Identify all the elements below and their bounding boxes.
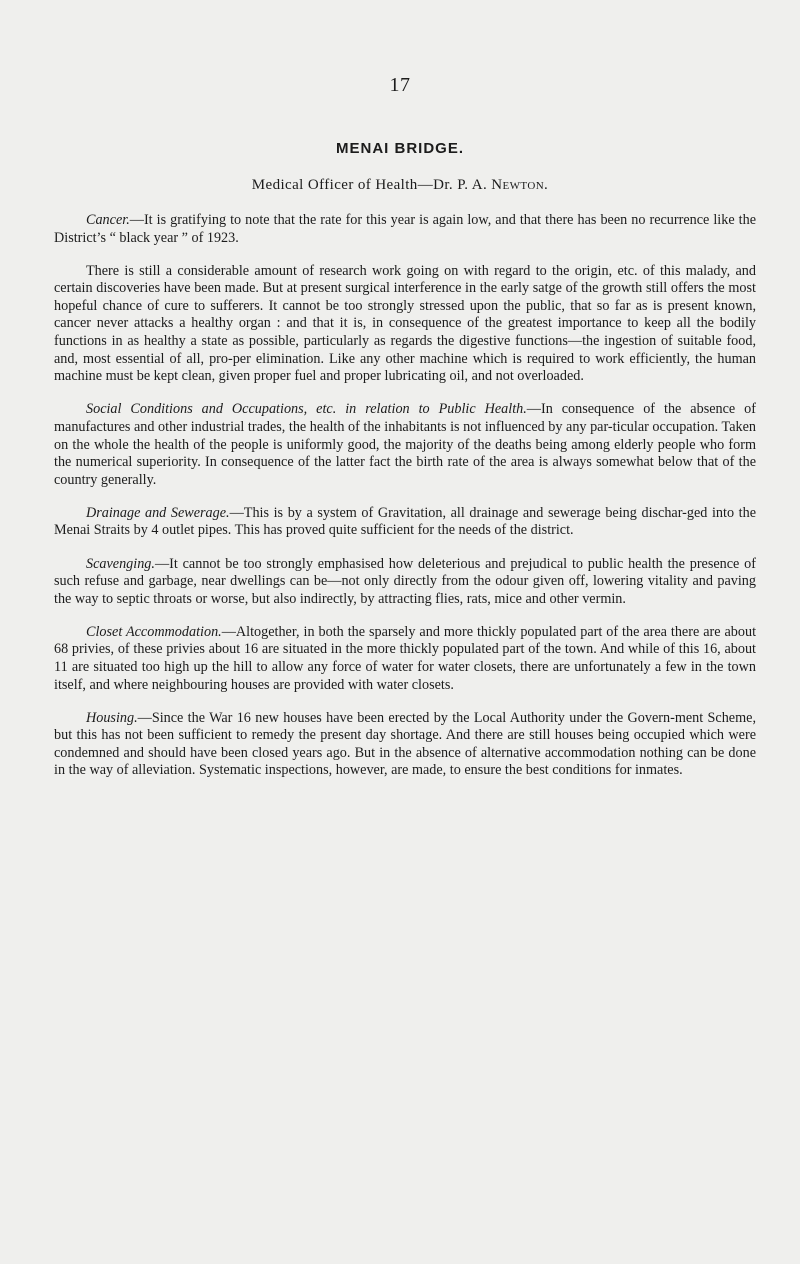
- page-number: 17: [389, 74, 411, 96]
- paragraph-heading: Social Conditions and Occupations, etc. in relation to Public Health.: [86, 401, 527, 418]
- paragraph-text: —Since the War 16 new houses have been erected by the Local Authority under the Govern-ment Scheme, but this has not been sufficient to remedy the present day shortage. And there are still houses being occupied which were condemned and should have been closed years ago. But in the absence of alternative accommodation nothing can be done in the way of alleviation. Systematic inspections, however, are made, to ensure the best conditions for inmates.: [54, 709, 756, 779]
- paragraph-heading: Cancer.: [86, 212, 130, 228]
- paragraph-text: There is still a considerable amount of research work going on with regard to the origin, etc. of this malady, and certain discoveries have been made. But at present surgical interference in the early satge of the growth still offers the most hopeful chance of cure to sufferers. It cannot be too strongly stressed upon the public, that so far as is present known, cancer never attacks a healthy organ : and that it is, in consequence of the greatest importance to keep all the bodily functions in as healthy a state as possible, particularly as regards the digestive functions—the ingestion of suitable food, and, most essential of all, pro-per elimination. Like any other machine which is required to work efficiently, the human machine must be kept clean, given proper fuel and proper lubricating oil, and not overloaded.: [54, 262, 756, 385]
- paragraph-cancer-research: [54, 263, 756, 386]
- section-title: MENAI BRIDGE.: [335, 140, 464, 157]
- paragraph-closet-accommodation: [54, 624, 756, 694]
- paragraph-text: —It cannot be too strongly emphasised how deleterious and prejudical to public health the presence of such refuse and garbage, near dwellings can be—not only directly from the odour given off, lowering vitality and paving the way to septic throats or worse, but also indirectly, by attracting flies, rats, mice and other vermin.: [54, 555, 756, 607]
- paragraph-text: —In consequence of the absence of manufactures and other industrial trades, the health of the inhabitants is not influenced by any par-ticular occupation. Taken on the whole the health of the people is uniformly good, the majority of the deaths being among elderly people who form the numerical superiority. In consequence of the latter fact the birth rate of the area is always somewhat below that of the country generally.: [54, 401, 756, 488]
- paragraph-social-conditions: [54, 401, 756, 489]
- paragraph-heading: Closet Accommodation.: [86, 623, 222, 640]
- officer-prefix: Medical Officer of Health—Dr. P. A.: [251, 177, 492, 193]
- paragraph-text: —It is gratifying to note that the rate for this year is again low, and that there has been no recurrence like the District’s “ black year ” of 1923.: [54, 212, 756, 246]
- paragraph-heading: Scavenging.: [86, 555, 155, 572]
- paragraph-text: —This is by a system of Gravitation, all drainage and sewerage being dischar-ged into the Menai Straits by 4 outlet pipes. This has proved quite sufficient for the needs of the district.: [54, 504, 756, 539]
- officer-surname: Newton: [491, 177, 545, 193]
- report-body: [54, 212, 756, 796]
- paragraph-heading: Drainage and Sewerage.: [86, 504, 230, 521]
- paragraph-text: —Altogether, in both the sparsely and more thickly populated part of the area there are about 68 privies, of these privies about 16 are situated in the more thickly populated part of the town. And while of this 16, about 11 are situated too high up the hill to allow any force of water for water closets, there are unfortunately a few in the town itself, and where neighbouring houses are provided with water closets.: [54, 623, 757, 693]
- officer-suffix: .: [544, 177, 549, 193]
- paragraph-drainage: [54, 505, 756, 540]
- paragraph-scavenging: [54, 556, 756, 609]
- officer-line: [0, 177, 800, 194]
- paragraph-cancer: [54, 212, 756, 247]
- paragraph-housing: [54, 710, 756, 780]
- paragraph-heading: Housing.: [86, 709, 138, 726]
